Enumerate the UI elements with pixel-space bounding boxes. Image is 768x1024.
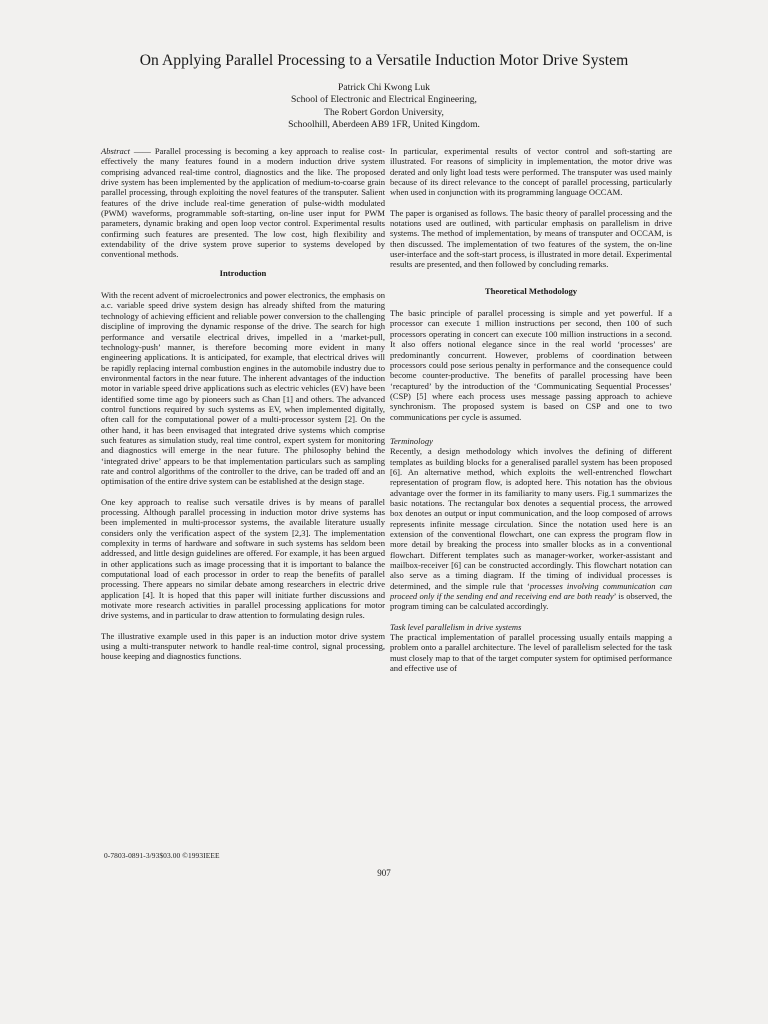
introduction-heading: Introduction: [219, 267, 267, 278]
right-column: [390, 146, 672, 673]
intro-paragraph-1: With the recent advent of microelectronics and power electronics, the emphasis on a.c. variable speed drive system design has already shifted from the maturing technology of achieving efficient and reliable power conversion to the challenging discipline of improving the dynamic response of the drive. The search for high performance and versatile electrical drives, impelled in a ‘market-pull, technology-push’ manner, is therefore becoming more evident in many engineering applications. It is anticipated, for example, that electrical drives will be rapidly replacing internal combustion engines in the automobile industry due to environmental factors in the near future. The inherent advantages of the induction motor in variable speed drive applications such as electric vehicles (EV) have been identified some time ago by pioneers such as Chan [1] and others. The advanced control functions required by such systems as EV, when implemented digitally, often call for the computational power of a multi-processor system [2]. On the other hand, it has been envisaged that integrated drive systems which comprise such features as simulation study, real time control, expert system for monitoring and diagnostics will emerge in the near future. The philosophy behind the ‘integrated drive’ appears to be that implementation particulars such as sampling rate and control algorithms of the controller to the drive, can be traded off and an optimisation of the entire drive system can be established at the design stage.: [101, 290, 385, 487]
terminology-rule-italic: processes involving communication can proceed only if the sending end and receiving end are both ready: [390, 580, 672, 602]
author-affiliation-school: School of Electronic and Electrical Engineering,: [291, 94, 477, 106]
paper-title: On Applying Parallel Processing to a Versatile Induction Motor Drive System: [139, 52, 629, 69]
right-paragraph-2: The paper is organised as follows. The basic theory of parallel processing and the notations used are outlined, with particular emphasis on parallelism in drive systems. The method of implementation, by means of transputer and OCCAM, is then discussed. The implementation of two features of the system, the on-line user-interface and the soft-start process, is illustrated in more detail. Experimental results are presented, and then followed by concluding remarks.: [390, 207, 672, 270]
abstract-label: Abstract: [101, 146, 130, 156]
theory-heading: Theoretical Methodology: [484, 285, 578, 296]
terminology-text-b: ’ is observed, the program timing can be calculated accordingly.: [390, 591, 672, 612]
theory-paragraph-1: The basic principle of parallel processing is simple and yet powerful. If a processor can execute 1 million instructions per second, then 100 of such processors operating in concert can execute 100 million instructions in a second. It also offers notional elegance since in the real world ‘processes’ are predominantly concurrent. However, problems of coordination between processors could pose serious penalty in performance and the consequence could become counter-productive. The benefits of parallel processing have been ‘recaptured’ by the introduction of the ‘Communicating Sequential Processes’ (CSP) [5] where each process uses message passing approach to achieve synchronism. The proposed system is based on CSP and one to two communications per cycle is assumed.: [390, 308, 672, 422]
terminology-heading: Terminology: [390, 435, 433, 446]
terminology-text-a: Recently, a design methodology which involves the defining of different templates as building blocks for a generalised parallel system has been proposed [6]. An alternative method, which exploits the well-entrenched flowchart representation of program flow, is adopted here. This notation has the obvious advantage over the former in its familiarity to many users. Fig.1 summarizes the basic notations. The rectangular box denotes a sequential process, the arrowed box denotes an output or input communication, and the loop composed of arrows represents infinite message circulation. Since the notation used here is an extension of the conventional flowchart, one can express the program flow in more detail by breaking the process into smaller blocks as in a conventional flowchart. Different templates such as manager-worker, worker-assistant and mailbox-receiver [6] can be constructed accordingly. This flowchart notation can also serve as a timing diagram. If the timing of individual processes is determined, and the simple rule that ‘: [390, 446, 672, 591]
right-paragraph-1: In particular, experimental results of vector control and soft-starting are illustrated. For reasons of simplicity in implementation, the motor drive was derated and only light load tests were performed. The transputer was used mainly because of its direct relevance to the concept of parallel processing, particularly when used in conjunction with its programming language OCCAM.: [390, 146, 672, 198]
intro-paragraph-2: One key approach to realise such versatile drives is by means of parallel processing. Although parallel processing in induction motor drive systems has been implemented in multi-processor systems, the available literature usually considers only the verification aspect of the system [2,3]. The implementation complexity in terms of hardware and software in such systems has seldom been addressed, and little design guidelines are offered. For example, it has been argued in other applications such as image processing that it is important to balance the computational load of each processor in order to reap the benefits of parallel processing. There appears no similar debate among researchers in electric drive application [4]. It is hoped that this paper will initiate further discussions and motivate more research activities in parallel processing applications for motor drive systems, and in particular to draw attention to formulating design rules.: [101, 496, 385, 621]
terminology-paragraph: [390, 446, 672, 612]
abstract-paragraph: [101, 146, 385, 260]
author-block: [0, 82, 768, 132]
author-name: Patrick Chi Kwong Luk: [338, 82, 430, 93]
abstract-text: —— Parallel processing is becoming a key approach to realise cost-effectively the many features found in a modern induction drive system comprising advanced real-time control, diagnostics and the like. The proposed drive system has been implemented by the application of medium-to-coarse grain parallel processing, through exploiting the novel features of the transputer. Salient features of the drive include real-time generation of pulse-width modulated (PWM) waveforms, programmable soft-starting, on-line user input for PWM parameters, dynamic braking and open loop vector control. Experimental results confirming such features are presented. The low cost, high flexibility and extendability of the drive system prove superior to systems developed by conventional methods.: [101, 146, 385, 260]
left-column: [101, 146, 385, 662]
task-paragraph-1: The practical implementation of parallel processing usually entails mapping a problem onto a parallel architecture. The level of parallelism selected for the task must closely map to that of the target computer system for optimised performance and effective use of: [390, 632, 672, 674]
page-number: 907: [377, 868, 391, 878]
task-level-heading: Task level parallelism in drive systems: [390, 621, 522, 632]
copyright-notice: 0-7803-0891-3/93$03.00 ©1993IEEE: [104, 851, 220, 860]
intro-paragraph-3: The illustrative example used in this paper is an induction motor drive system using a multi-transputer network to handle real-time control, signal processing, house keeping and diagnostics functions.: [101, 630, 385, 662]
author-affiliation-university: The Robert Gordon University,: [324, 106, 444, 118]
author-address: Schoolhill, Aberdeen AB9 1FR, United Kingdom.: [288, 119, 480, 131]
